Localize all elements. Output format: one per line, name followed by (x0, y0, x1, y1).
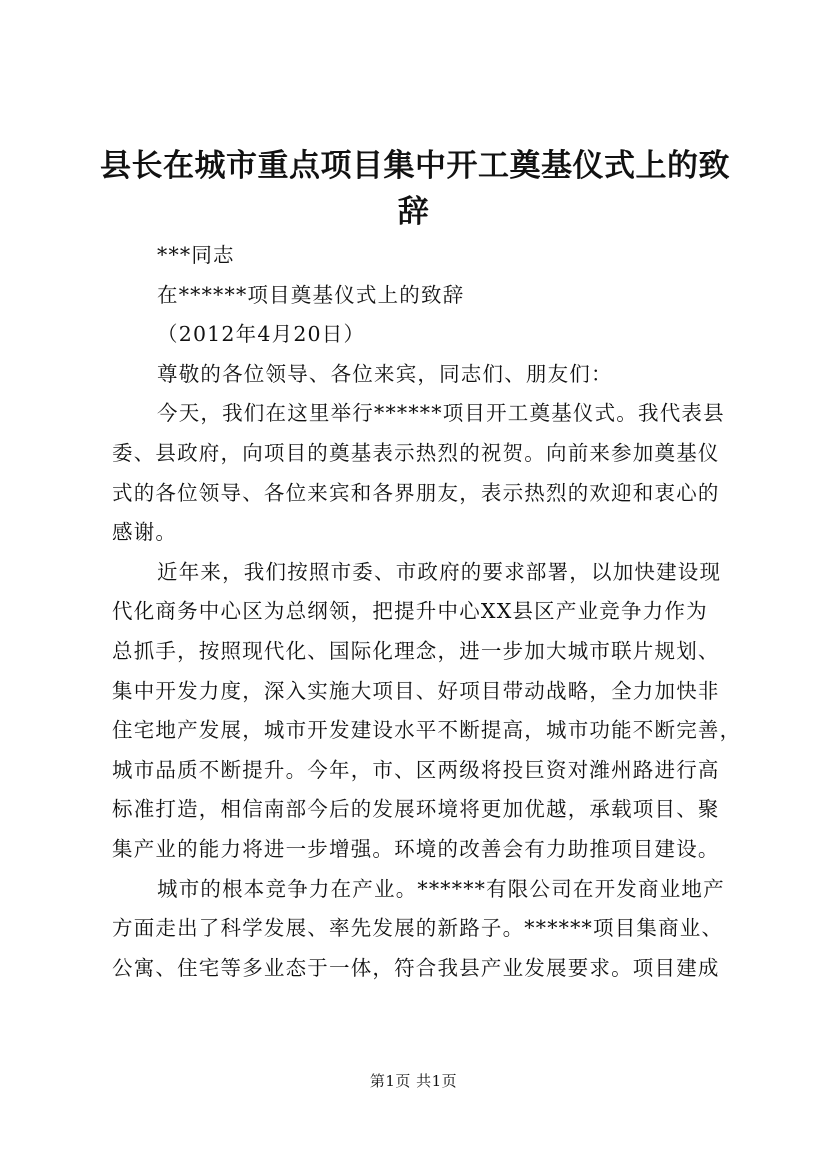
title-line-1: 县长在城市重点项目集中开工奠基仪式上的致 (100, 148, 730, 184)
body-line: 代化商务中心区为总纲领，把提升中心XX县区产业竞争力作为 (112, 599, 708, 624)
body-line: 住宅地产发展，城市开发建设水平不断提高，城市功能不断完善， (112, 718, 742, 743)
body-line: （2012年4月20日） (157, 322, 366, 347)
body-line: 尊敬的各位领导、各位来宾，同志们、朋友们： (157, 361, 613, 386)
body-line: 今天，我们在这里举行******项目开工奠基仪式。我代表县 (157, 401, 725, 426)
document-body (112, 236, 740, 988)
body-line: 感谢。 (112, 520, 178, 545)
body-line: 委、县政府，向项目的奠基表示热烈的祝贺。向前来参加奠基仪 (112, 440, 720, 465)
body-line: 公寓、住宅等多业态于一体，符合我县产业发展要求。项目建成 (112, 955, 720, 980)
body-line: 城市品质不断提升。今年，市、区两级将投巨资对潍州路进行高 (112, 757, 720, 782)
page-footer: 第1页 共1页 (369, 1072, 458, 1090)
body-line: 方面走出了科学发展、率先发展的新路子。******项目集商业、 (112, 916, 724, 941)
body-line: 近年来，我们按照市委、市政府的要求部署，以加快建设现 (157, 559, 722, 584)
body-line: 集产业的能力将进一步增强。环境的改善会有力助推项目建设。 (112, 836, 720, 861)
body-line: 集中开发力度，深入实施大项目、好项目带动战略，全力加快非 (112, 678, 720, 703)
body-line: 式的各位领导、各位来宾和各界朋友，表示热烈的欢迎和衷心的 (112, 480, 720, 505)
body-line: 在******项目奠基仪式上的致辞 (157, 282, 465, 307)
title-line-2: 辞 (397, 194, 430, 230)
body-line: ***同志 (157, 243, 235, 267)
body-line: 总抓手，按照现代化、国际化理念，进一步加大城市联片规划、 (112, 638, 720, 663)
document-title (100, 143, 730, 235)
body-line: 城市的根本竞争力在产业。******有限公司在开发商业地产 (157, 876, 725, 901)
body-line: 标准打造，相信南部今后的发展环境将更加优越，承载项目、聚 (112, 797, 720, 822)
